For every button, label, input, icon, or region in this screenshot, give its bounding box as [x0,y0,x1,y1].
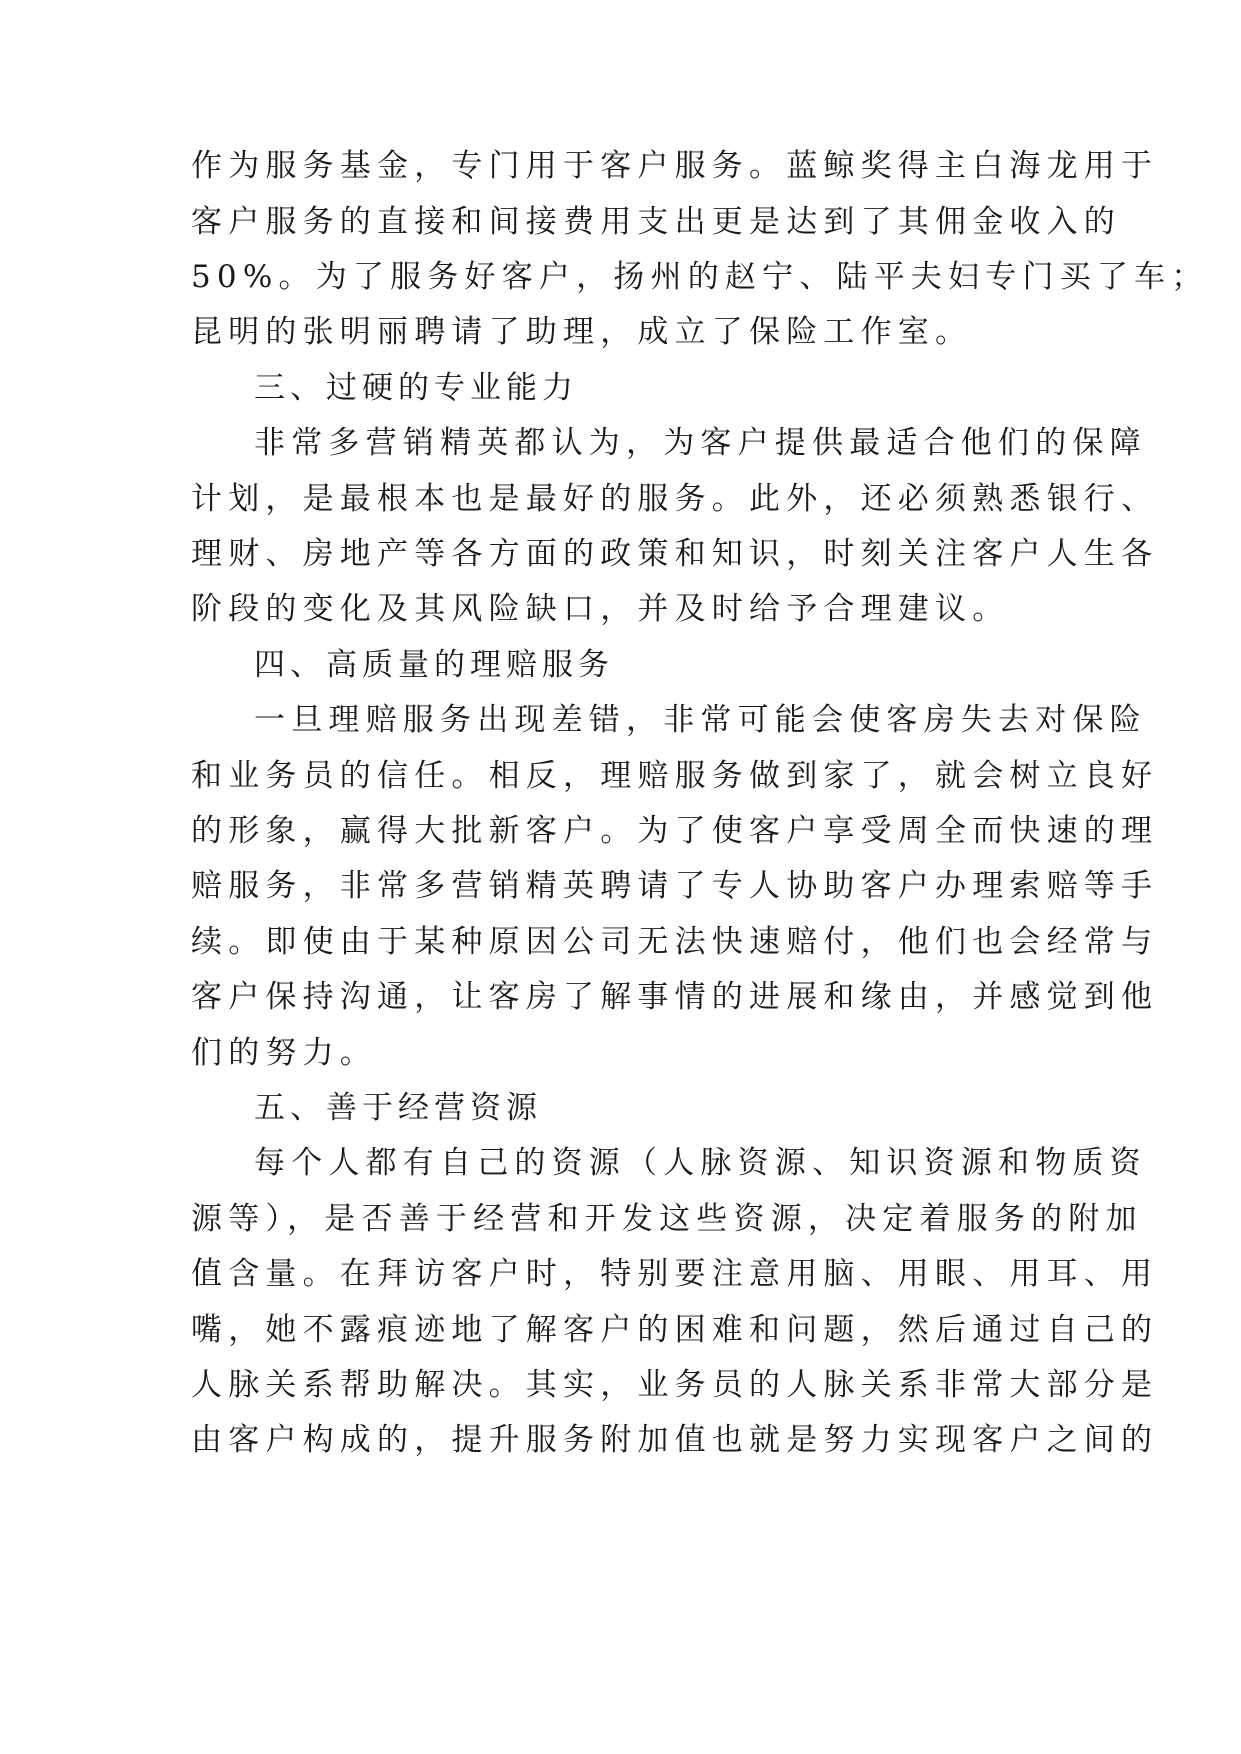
paragraph-line: 客户服务的直接和间接费用支出更是达到了其佣金收入的 [191,204,1121,240]
paragraph-line: 作为服务基金，专门用于客户服务。蓝鲸奖得主白海龙用于 [191,148,1159,184]
paragraph-line: 昆明的张明丽聘请了助理，成立了保险工作室。 [191,314,973,350]
paragraph-line: 客户保持沟通，让客房了解事情的进展和缘由，并感觉到他 [191,979,1159,1015]
paragraph-line: 续。即使由于某种原因公司无法快速赔付，他们也会经常与 [191,924,1159,960]
paragraph-line: 非常多营销精英都认为，为客户提供最适合他们的保障 [254,425,1147,461]
paragraph-line: 50%。为了服务好客户，扬州的赵宁、陆平夫妇专门买了车； [191,259,1209,295]
paragraph-line: 每个人都有自己的资源（人脉资源、知识资源和物质资 [254,1145,1147,1181]
paragraph-line: 赔服务，非常多营销精英聘请了专人协助客户办理索赔等手 [191,868,1159,904]
paragraph-line: 和业务员的信任。相反，理赔服务做到家了，就会树立良好 [191,758,1159,794]
paragraph-line: 源等），是否善于经营和开发这些资源，决定着服务的附加 [191,1201,1143,1237]
paragraph-line: 嘴，她不露痕迹地了解客户的困难和问题，然后通过自己的 [191,1312,1159,1348]
section-heading: 三、过硬的专业能力 [254,370,578,406]
paragraph-line: 理财、房地产等各方面的政策和知识，时刻关注客户人生各 [191,536,1159,572]
paragraph-line: 计划，是最根本也是最好的服务。此外，还必须熟悉银行、 [191,481,1159,517]
paragraph-line: 阶段的变化及其风险缺口，并及时给予合理建议。 [191,591,1010,627]
section-heading: 五、善于经营资源 [254,1090,542,1126]
paragraph-line: 由客户构成的，提升服务附加值也就是努力实现客户之间的 [191,1422,1159,1458]
paragraph-line: 值含量。在拜访客户时，特别要注意用脑、用眼、用耳、用 [191,1256,1159,1292]
section-heading: 四、高质量的理赔服务 [254,647,614,683]
paragraph-line: 们的努力。 [191,1035,377,1071]
paragraph-line: 人脉关系帮助解决。其实，业务员的人脉关系非常大部分是 [191,1367,1159,1403]
paragraph-line: 一旦理赔服务出现差错，非常可能会使客房失去对保险 [254,702,1147,738]
paragraph-line: 的形象，赢得大批新客户。为了使客户享受周全而快速的理 [191,813,1159,849]
